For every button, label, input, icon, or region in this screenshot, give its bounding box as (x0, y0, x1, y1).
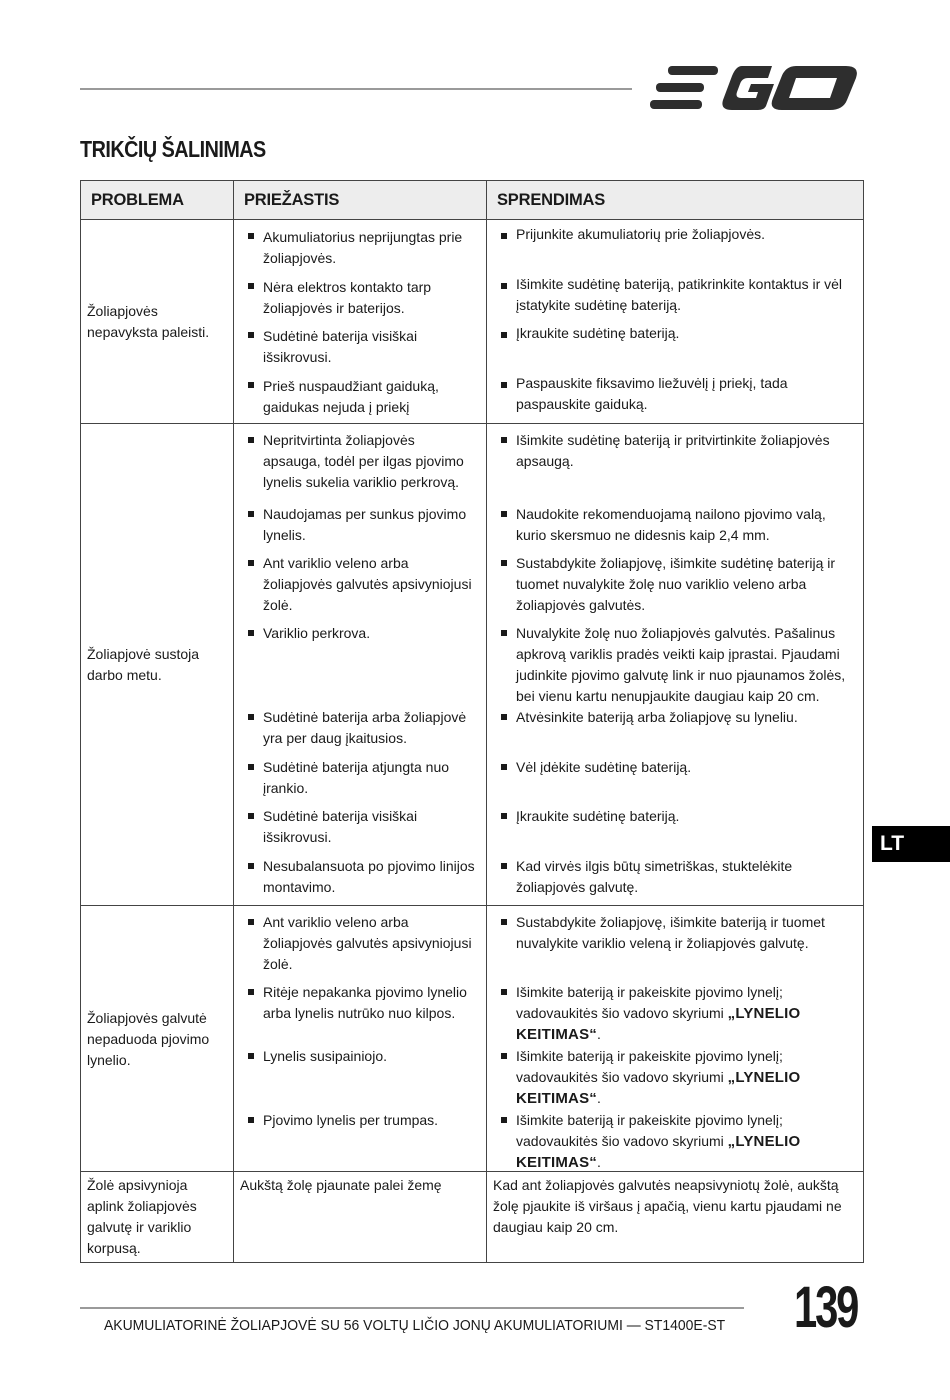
sentence-end: . (596, 1154, 601, 1169)
solution-item: Prijunkite akumuliatorių prie žoliapjovės. (493, 223, 857, 273)
problem-cell: Žolė apsivynioja aplink žoliapjovės galvutę ir variklio korpusą. (81, 1172, 234, 1263)
ego-logo-icon (650, 64, 862, 112)
header-solution: SPRENDIMAS (487, 181, 864, 220)
solution-cell: Kad ant žoliapjovės galvutės neapsivyniotų žolė, aukštą žolę pjaukite iš viršaus į apačią, vienu kartu pjaudami ne daugiau kaip 20 cm. (487, 1172, 864, 1263)
cause-cell (234, 220, 487, 424)
cause-item: Lynelis susipainiojo. (240, 1043, 480, 1107)
solution-item: Sustabdykite žoliapjovę, išimkite sudėtinę bateriją ir tuomet nuvalykite žolę nuo variklio veleno arba žoliapjovės galvutės. (493, 550, 857, 620)
cause-item: Akumuliatorius neprijungtas prie žoliapjovės. (240, 223, 480, 273)
solution-item (493, 1043, 857, 1107)
troubleshooting-table (80, 180, 864, 1263)
solution-item: Sustabdykite žoliapjovę, išimkite bateriją ir tuomet nuvalykite variklio veleną ir žoliapjovės galvutę. (493, 909, 857, 979)
manual-section-reference: „LYNELIO KEITIMAS“ (516, 1133, 801, 1169)
problem-cell: Žoliapjovės nepavyksta paleisti. (81, 220, 234, 424)
solution-item: Išimkite sudėtinę bateriją ir pritvirtinkite žoliapjovės apsaugą. (493, 427, 857, 501)
cause-item: Ritėje nepakanka pjovimo lynelio arba lynelis nutrūko nuo kilpos. (240, 979, 480, 1043)
cause-item: Pjovimo lynelis per trumpas. (240, 1107, 480, 1169)
solution-text: Išimkite bateriją ir pakeiskite pjovimo lynelį; vadovaukitės šio vadovo skyriumi (516, 1112, 783, 1149)
solution-cell (487, 906, 864, 1172)
solution-item: Išimkite sudėtinę bateriją, patikrinkite kontaktus ir vėl įstatykite sudėtinę bateriją. (493, 273, 857, 323)
cause-item: Variklio perkrova. (240, 620, 480, 704)
cause-item: Ant variklio veleno arba žoliapjovės galvutės apsivyniojusi žolė. (240, 909, 480, 979)
solution-item (493, 1107, 857, 1169)
cause-cell: Aukštą žolę pjaunate palei žemę (234, 1172, 487, 1263)
cause-item: Nesubalansuota po pjovimo linijos montavimo. (240, 853, 480, 903)
manual-section-reference: „LYNELIO KEITIMAS“ (516, 1069, 801, 1107)
footer-title: AKUMULIATORINĖ ŽOLIAPJOVĖ SU 56 VOLTŲ LIČIO JONŲ AKUMULIATORIUMI — ST1400E-ST (104, 1317, 726, 1334)
table-header-row (81, 181, 864, 220)
solution-item: Atvėsinkite bateriją arba žoliapjovę su lyneliu. (493, 704, 857, 754)
cause-item: Sudėtinė baterija arba žoliapjovė yra per daug įkaitusios. (240, 704, 480, 754)
solution-item: Naudokite rekomenduojamą nailono pjovimo valą, kurio skersmuo ne didesnis kaip 2,4 mm. (493, 501, 857, 550)
language-tab: LT (872, 826, 950, 862)
table-row (81, 1172, 864, 1263)
solution-item (493, 979, 857, 1043)
manual-section-reference: „LYNELIO KEITIMAS“ (516, 1005, 801, 1043)
problem-cell: Žoliapjovė sustoja darbo metu. (81, 424, 234, 906)
solution-item: Įkraukite sudėtinę bateriją. (493, 803, 857, 853)
cause-item: Ant variklio veleno arba žoliapjovės galvutės apsivyniojusi žolė. (240, 550, 480, 620)
solution-cell (487, 220, 864, 424)
cause-item: Sudėtinė baterija visiškai išsikrovusi. (240, 803, 480, 853)
solution-item: Vėl įdėkite sudėtinę bateriją. (493, 754, 857, 803)
header-problem: PROBLEMA (81, 181, 234, 220)
cause-item: Sudėtinė baterija atjungta nuo įrankio. (240, 754, 480, 803)
table-row (81, 906, 864, 1172)
problem-cell: Žoliapjovės galvutė nepaduoda pjovimo lynelio. (81, 906, 234, 1172)
cause-cell (234, 424, 487, 906)
table-row (81, 220, 864, 424)
page-title: TRIKČIŲ ŠALINIMAS (80, 136, 266, 162)
table-row (81, 424, 864, 906)
cause-item: Sudėtinė baterija visiškai išsikrovusi. (240, 322, 480, 372)
cause-item: Nepritvirtinta žoliapjovės apsauga, todėl per ilgas pjovimo lynelis sukelia variklio perkrovą. (240, 427, 480, 501)
sentence-end: . (596, 1026, 601, 1042)
solution-cell (487, 424, 864, 906)
page-number: 139 (794, 1275, 858, 1340)
cause-cell (234, 906, 487, 1172)
sentence-end: . (596, 1090, 601, 1106)
solution-text: Išimkite bateriją ir pakeiskite pjovimo lynelį; vadovaukitės šio vadovo skyriumi (516, 1048, 783, 1085)
header-rule (80, 88, 632, 90)
cause-item: Prieš nuspaudžiant gaiduką, gaidukas nejuda į priekį (240, 372, 480, 422)
cause-item: Nėra elektros kontakto tarp žoliapjovės ir baterijos. (240, 273, 480, 323)
solution-item: Kad virvės ilgis būtų simetriškas, stuktelėkite žoliapjovės galvutę. (493, 853, 857, 903)
cause-item: Naudojamas per sunkus pjovimo lynelis. (240, 501, 480, 550)
solution-item: Nuvalykite žolę nuo žoliapjovės galvutės. Pašalinus apkrovą variklis pradės veikti kaip įprastai. Pjaudami judinkite pjovimo galvutę link ir nuo pjaunamos žolės, bei vienu kartu nenupjaukite daugiau kaip 20 cm. (493, 620, 857, 704)
header-cause: PRIEŽASTIS (234, 181, 487, 220)
solution-text: Išimkite bateriją ir pakeiskite pjovimo lynelį; vadovaukitės šio vadovo skyriumi (516, 984, 783, 1021)
footer-rule (80, 1307, 744, 1309)
solution-item: Įkraukite sudėtinę bateriją. (493, 322, 857, 372)
solution-item: Paspauskite fiksavimo liežuvėlį į priekį, tada paspauskite gaiduką. (493, 372, 857, 422)
